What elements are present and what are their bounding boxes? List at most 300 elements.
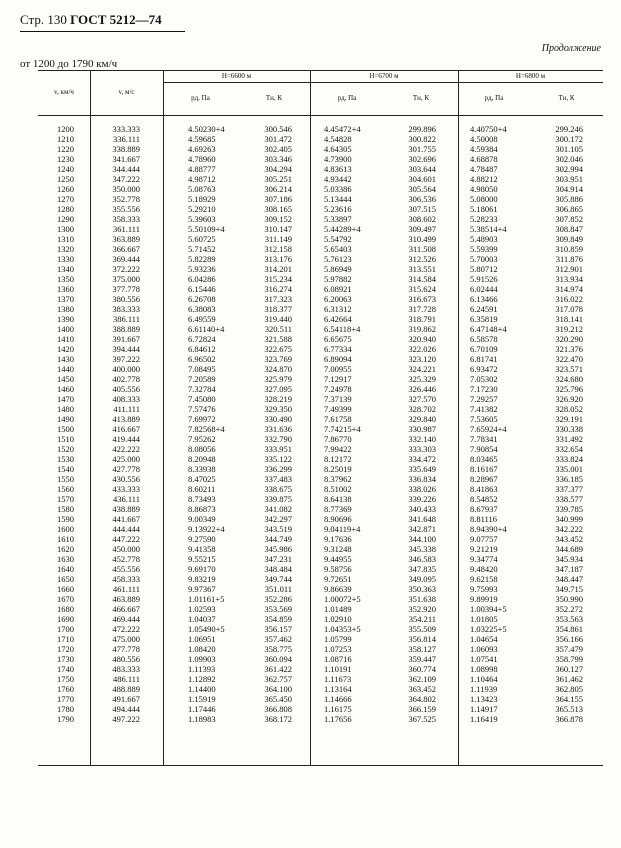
table-cell: 348.484 [264, 564, 292, 574]
table-cell: 5.97882 [324, 274, 352, 284]
table-cell: 8.81116 [470, 514, 497, 524]
table-cell: 4.88777 [188, 164, 216, 174]
table-cell: 358.127 [408, 644, 436, 654]
table-cell: 7.49399 [324, 404, 352, 414]
table-cell: 7.82568+4 [188, 424, 225, 434]
table-cell: 8.64138 [324, 494, 352, 504]
table-cell: 314.584 [408, 274, 436, 284]
table-cell: 447.222 [112, 534, 140, 544]
table-cell: 9.72651 [324, 574, 352, 584]
table-cell: 316.673 [408, 294, 436, 304]
table-cell: 6.20063 [324, 294, 352, 304]
table-cell: 1.08998 [470, 664, 498, 674]
table-cell: 305.251 [264, 174, 292, 184]
table-cell: 315.234 [264, 274, 292, 284]
table-cell: 7.86770 [324, 434, 352, 444]
table-cell: 6.31312 [324, 304, 352, 314]
table-cell: 357.462 [264, 634, 292, 644]
table-cell: 6.84612 [188, 344, 216, 354]
table-cell: 8.25019 [324, 464, 352, 474]
table-cell: 4.59685 [188, 134, 216, 144]
table-cell: 1570 [57, 494, 74, 504]
table-cell: 310.859 [555, 244, 583, 254]
table-cell: 324.221 [408, 364, 436, 374]
table-cell: 1560 [57, 484, 74, 494]
table-cell: 366.808 [264, 704, 292, 714]
table-cell: 5.82289 [188, 254, 216, 264]
table-cell: 450.000 [112, 544, 140, 554]
table-cell: 1310 [57, 234, 74, 244]
table-cell: 1760 [57, 684, 74, 694]
table-cell: 309.497 [408, 224, 436, 234]
table-cell: 1540 [57, 464, 74, 474]
table-cell: 5.60725 [188, 234, 216, 244]
table-cell: 344.100 [408, 534, 436, 544]
table-cell: 9.58756 [324, 564, 352, 574]
table-cell: 6.04286 [188, 274, 216, 284]
table-cell: 380.556 [112, 294, 140, 304]
table-cell: 303.951 [555, 174, 583, 184]
table-cell: 1.13164 [324, 684, 352, 694]
table-cell: 6.77334 [324, 344, 352, 354]
table-cell: 1690 [57, 614, 74, 624]
table-cell: 7.17230 [470, 384, 498, 394]
table-cell: 364.100 [264, 684, 292, 694]
table-cell: 1450 [57, 374, 74, 384]
table-cell: 303.644 [408, 164, 436, 174]
table-cell: 8.08056 [188, 444, 216, 454]
table-cell: 308.847 [555, 224, 583, 234]
table-cell: 1.10464 [470, 674, 498, 684]
range-label: от 1200 до 1790 км/ч [20, 58, 118, 70]
table-cell: 1300 [57, 224, 74, 234]
table-cell: 1.01161+5 [188, 594, 225, 604]
table-cell: 6.42664 [324, 314, 352, 324]
table-cell: 8.37962 [324, 474, 352, 484]
table-cell: 318.791 [408, 314, 436, 324]
table-cell: 4.45472+4 [324, 124, 361, 134]
altitude-header: H=6600 м [221, 72, 252, 80]
table-cell: 8.67937 [470, 504, 498, 514]
table-cell: 400.000 [112, 364, 140, 374]
table-cell: 388.889 [112, 324, 140, 334]
table-cell: 5.38514+4 [470, 224, 507, 234]
table-cell: 9.83219 [188, 574, 216, 584]
table-cell: 349.095 [408, 574, 436, 584]
table-cell: 1610 [57, 534, 74, 544]
table-cell: 1700 [57, 624, 74, 634]
table-cell: 338.577 [555, 494, 583, 504]
table-cell: 383.333 [112, 304, 140, 314]
table-cell: 350.000 [112, 184, 140, 194]
table-cell: 364.802 [408, 694, 436, 704]
table-cell: 1770 [57, 694, 74, 704]
column-header: Tн, К [265, 94, 283, 102]
table-cell: 1740 [57, 664, 74, 674]
table-cell: 316.022 [555, 294, 583, 304]
table-cell: 408.333 [112, 394, 140, 404]
table-cell: 8.03465 [470, 454, 498, 464]
column-header: pд, Па [484, 94, 504, 102]
table-cell: 9.34774 [470, 554, 498, 564]
table-cell: 1650 [57, 574, 74, 584]
table-cell: 8.41863 [470, 484, 498, 494]
table-cell: 308.602 [408, 214, 436, 224]
table-cell: 337.377 [555, 484, 583, 494]
table-cell: 6.35819 [470, 314, 498, 324]
table-cell: 8.77369 [324, 504, 352, 514]
table-cell: 347.231 [264, 554, 292, 564]
table-cell: 1660 [57, 584, 74, 594]
table-cell: 341.648 [408, 514, 436, 524]
table-cell: 334.472 [408, 454, 436, 464]
table-cell: 336.299 [264, 464, 292, 474]
table-cell: 1530 [57, 454, 74, 464]
table-cell: 347.222 [112, 174, 140, 184]
table-cell: 5.54792 [324, 234, 352, 244]
table-cell: 350.990 [555, 594, 583, 604]
table-cell: 1.14666 [324, 694, 352, 704]
table-cell: 1510 [57, 434, 74, 444]
table-cell: 359.447 [408, 654, 436, 664]
table-cell: 394.444 [112, 344, 140, 354]
table-cell: 9.69170 [188, 564, 216, 574]
table-cell: 6.08921 [324, 284, 352, 294]
table-cell: 328.219 [264, 394, 292, 404]
table-cell: 331.492 [555, 434, 583, 444]
table-cell: 9.41358 [188, 544, 216, 554]
table-cell: 352.778 [112, 194, 140, 204]
table-cell: 5.13444 [324, 194, 352, 204]
table-cell: 1460 [57, 384, 74, 394]
table-cell: 4.98050 [470, 184, 498, 194]
table-cell: 4.88212 [470, 174, 498, 184]
table-cell: 7.41382 [470, 404, 498, 414]
table-cell: 8.90696 [324, 514, 352, 524]
table-cell: 1.04037 [188, 614, 216, 624]
table-cell: 329.840 [408, 414, 436, 424]
table-cell: 319.212 [555, 324, 583, 334]
table-cell: 5.70003 [470, 254, 498, 264]
column-header: v, м/с [118, 88, 135, 96]
continuation-label: Продолжение [541, 43, 601, 54]
table-cell: 307.515 [408, 204, 436, 214]
table-cell: 358.333 [112, 214, 140, 224]
table-cell: 318.141 [555, 314, 583, 324]
table-cell: 333.333 [112, 124, 140, 134]
table-cell: 307.852 [555, 214, 583, 224]
table-cell: 342.871 [408, 524, 436, 534]
table-cell: 1.18983 [188, 714, 216, 724]
table-cell: 363.452 [408, 684, 436, 694]
table-cell: 4.78487 [470, 164, 498, 174]
table-cell: 314.201 [264, 264, 292, 274]
table-cell: 329.350 [264, 404, 292, 414]
table-cell: 494.444 [112, 704, 140, 714]
table-cell: 8.54852 [470, 494, 498, 504]
table-cell: 7.99422 [324, 444, 352, 454]
table-cell: 353.569 [264, 604, 292, 614]
table-cell: 6.61140+4 [188, 324, 225, 334]
table-cell: 322.026 [408, 344, 436, 354]
table-cell: 438.889 [112, 504, 140, 514]
table-cell: 353.563 [555, 614, 583, 624]
table-cell: 331.636 [264, 424, 292, 434]
table-cell: 305.564 [408, 184, 436, 194]
table-cell: 360.774 [408, 664, 436, 674]
table-cell: 391.667 [112, 334, 140, 344]
table-cell: 377.778 [112, 284, 140, 294]
table-cell: 321.376 [555, 344, 583, 354]
table-cell: 1.09903 [188, 654, 216, 664]
table-cell: 6.54118+4 [324, 324, 361, 334]
table-cell: 1.12892 [188, 674, 216, 684]
column-header: pд, Па [191, 94, 210, 102]
table-cell: 316.274 [264, 284, 292, 294]
table-cell: 1520 [57, 444, 74, 454]
table-cell: 306.214 [264, 184, 292, 194]
table-cell: 8.20948 [188, 454, 216, 464]
table-cell: 301.105 [555, 144, 583, 154]
table-cell: 344.689 [555, 544, 583, 554]
table-cell: 299.246 [555, 124, 583, 134]
table-cell: 7.90854 [470, 444, 498, 454]
table-cell: 463.889 [112, 594, 140, 604]
altitude-header: H=6700 м [369, 72, 399, 80]
table-cell: 4.98712 [188, 174, 216, 184]
table-cell: 361.422 [264, 664, 292, 674]
table-cell: 7.53605 [470, 414, 498, 424]
altitude-divider [458, 70, 459, 765]
table-cell: 6.26708 [188, 294, 216, 304]
table-cell: 9.48420 [470, 564, 498, 574]
table-cell: 5.33897 [324, 214, 352, 224]
table-cell: 5.08763 [188, 184, 216, 194]
table-cell: 320.290 [555, 334, 583, 344]
table-cell: 323.769 [264, 354, 292, 364]
table-cell: 1480 [57, 404, 74, 414]
table-cell: 405.556 [112, 384, 140, 394]
table-cell: 332.654 [555, 444, 583, 454]
table-cell: 313.176 [264, 254, 292, 264]
table-cell: 355.556 [112, 204, 140, 214]
table-cell: 1.00394+5 [470, 604, 507, 614]
table-cell: 300.546 [264, 124, 292, 134]
table-cell: 366.878 [555, 714, 583, 724]
table-cell: 335.122 [264, 454, 292, 464]
table-cell: 5.03386 [324, 184, 352, 194]
table-cell: 477.778 [112, 644, 140, 654]
table-cell: 433.333 [112, 484, 140, 494]
table-cell: 318.377 [264, 304, 292, 314]
table-cell: 339.785 [555, 504, 583, 514]
table-cell: 1.05799 [324, 634, 352, 644]
table-cell: 441.667 [112, 514, 140, 524]
table-cell: 332.790 [264, 434, 292, 444]
table-cell: 5.65403 [324, 244, 352, 254]
table-cell: 333.824 [555, 454, 583, 464]
table-cell: 9.07757 [470, 534, 498, 544]
table-cell: 1550 [57, 474, 74, 484]
table-cell: 452.778 [112, 554, 140, 564]
table-cell: 313.551 [408, 264, 436, 274]
table-cell: 7.57476 [188, 404, 216, 414]
table-cell: 9.75993 [470, 584, 498, 594]
table-cell: 469.444 [112, 614, 140, 624]
table-cell: 336.185 [555, 474, 583, 484]
table-cell: 324.680 [555, 374, 583, 384]
table-cell: 413.889 [112, 414, 140, 424]
table-cell: 348.447 [555, 574, 583, 584]
table-cell: 7.29257 [470, 394, 498, 404]
table-cell: 480.556 [112, 654, 140, 664]
table-cell: 4.50008 [470, 134, 498, 144]
table-cell: 1270 [57, 194, 74, 204]
table-cell: 311.508 [408, 244, 436, 254]
table-cell: 302.046 [555, 154, 583, 164]
table-cell: 1.15919 [188, 694, 216, 704]
table-cell: 6.02444 [470, 284, 498, 294]
table-cell: 1.16419 [470, 714, 498, 724]
table-cell: 355.509 [408, 624, 436, 634]
table-cell: 6.72824 [188, 334, 216, 344]
table-cell: 425.000 [112, 454, 140, 464]
table-cell: 7.37139 [324, 394, 352, 404]
table-cell: 1.16175 [324, 704, 352, 714]
table-cell: 325.329 [408, 374, 436, 384]
table-cell: 497.222 [112, 714, 140, 724]
table-cell: 1.08716 [324, 654, 352, 664]
table-bottom-border [38, 765, 603, 766]
table-cell: 340.999 [555, 514, 583, 524]
table-cell: 1490 [57, 414, 74, 424]
table-cell: 458.333 [112, 574, 140, 584]
table-cell: 8.51002 [324, 484, 352, 494]
table-cell: 307.186 [264, 194, 292, 204]
table-cell: 4.69263 [188, 144, 216, 154]
table-cell: 5.76123 [324, 254, 352, 264]
table-cell: 328.702 [408, 404, 436, 414]
table-cell: 1.17656 [324, 714, 352, 724]
table-cell: 9.17636 [324, 534, 352, 544]
table-cell: 312.901 [555, 264, 583, 274]
table-cell: 9.44955 [324, 554, 352, 564]
table-cell: 486.111 [113, 674, 140, 684]
table-cell: 336.111 [113, 134, 140, 144]
table-cell: 7.65924+4 [470, 424, 507, 434]
table-cell: 8.33938 [188, 464, 216, 474]
table-cell: 1440 [57, 364, 74, 374]
table-cell: 358.775 [264, 644, 292, 654]
table-cell: 1220 [57, 144, 74, 154]
table-cell: 311.876 [555, 254, 583, 264]
standard-title: ГОСТ 5212—74 [70, 12, 162, 27]
table-cell: 1780 [57, 704, 74, 714]
table-cell: 5.18061 [470, 204, 498, 214]
table-cell: 6.93472 [470, 364, 498, 374]
table-cell: 323.571 [555, 364, 583, 374]
table-cell: 8.28967 [470, 474, 498, 484]
table-cell: 1340 [57, 264, 74, 274]
table-cell: 4.93442 [324, 174, 352, 184]
table-cell: 332.140 [408, 434, 436, 444]
table-cell: 302.696 [408, 154, 436, 164]
table-cell: 1.07541 [470, 654, 498, 664]
table-cell: 354.861 [555, 624, 583, 634]
table-cell: 1680 [57, 604, 74, 614]
table-cell: 7.78341 [470, 434, 498, 444]
table-cell: 329.191 [555, 414, 583, 424]
table-cell: 9.13922+4 [188, 524, 225, 534]
table-cell: 309.849 [555, 234, 583, 244]
table-cell: 343.452 [555, 534, 583, 544]
table-cell: 335.001 [555, 464, 583, 474]
table-cell: 6.49559 [188, 314, 216, 324]
table-cell: 1.11939 [470, 684, 498, 694]
table-cell: 7.05302 [470, 374, 498, 384]
table-cell: 4.40750+4 [470, 124, 507, 134]
table-cell: 1330 [57, 254, 74, 264]
table-cell: 436.111 [113, 494, 140, 504]
table-cell: 5.18929 [188, 194, 216, 204]
table-cell: 301.755 [408, 144, 436, 154]
table-cell: 327.570 [408, 394, 436, 404]
table-cell: 338.889 [112, 144, 140, 154]
table-cell: 4.54828 [324, 134, 352, 144]
table-cell: 8.86873 [188, 504, 216, 514]
table-cell: 352.920 [408, 604, 436, 614]
table-cell: 1250 [57, 174, 74, 184]
table-cell: 333.303 [408, 444, 436, 454]
column-header: v, км/ч [54, 88, 74, 96]
table-cell: 5.93236 [188, 264, 216, 274]
table-cell: 300.172 [555, 134, 583, 144]
table-cell: 427.778 [112, 464, 140, 474]
table-cell: 472.222 [112, 624, 140, 634]
table-cell: 1.01489 [324, 604, 352, 614]
table-cell: 1750 [57, 674, 74, 684]
table-cell: 5.29210 [188, 204, 216, 214]
table-cell: 9.86639 [324, 584, 352, 594]
table-cell: 6.89094 [324, 354, 352, 364]
table-cell: 1.00072+5 [324, 594, 361, 604]
table-cell: 1280 [57, 204, 74, 214]
table-cell: 1590 [57, 514, 74, 524]
table-cell: 356.814 [408, 634, 436, 644]
table-cell: 314.974 [555, 284, 583, 294]
table-cell: 8.12172 [324, 454, 352, 464]
table-cell: 304.294 [264, 164, 292, 174]
table-cell: 360.094 [264, 654, 292, 664]
table-cell: 339.226 [408, 494, 436, 504]
table-cell: 364.155 [555, 694, 583, 704]
table-cell: 9.04119+4 [324, 524, 361, 534]
table-cell: 7.08495 [188, 364, 216, 374]
table-cell: 444.444 [112, 524, 140, 534]
table-cell: 1580 [57, 504, 74, 514]
table-cell: 7.12917 [324, 374, 352, 384]
header-rule [20, 31, 185, 32]
table-cell: 340.433 [408, 504, 436, 514]
table-cell: 1320 [57, 244, 74, 254]
table-cell: 1.01805 [470, 614, 498, 624]
table-cell: 1.02910 [324, 614, 352, 624]
table-cell: 1430 [57, 354, 74, 364]
table-cell: 4.50230+4 [188, 124, 225, 134]
table-cell: 1640 [57, 564, 74, 574]
table-cell: 1350 [57, 274, 74, 284]
table-cell: 366.159 [408, 704, 436, 714]
